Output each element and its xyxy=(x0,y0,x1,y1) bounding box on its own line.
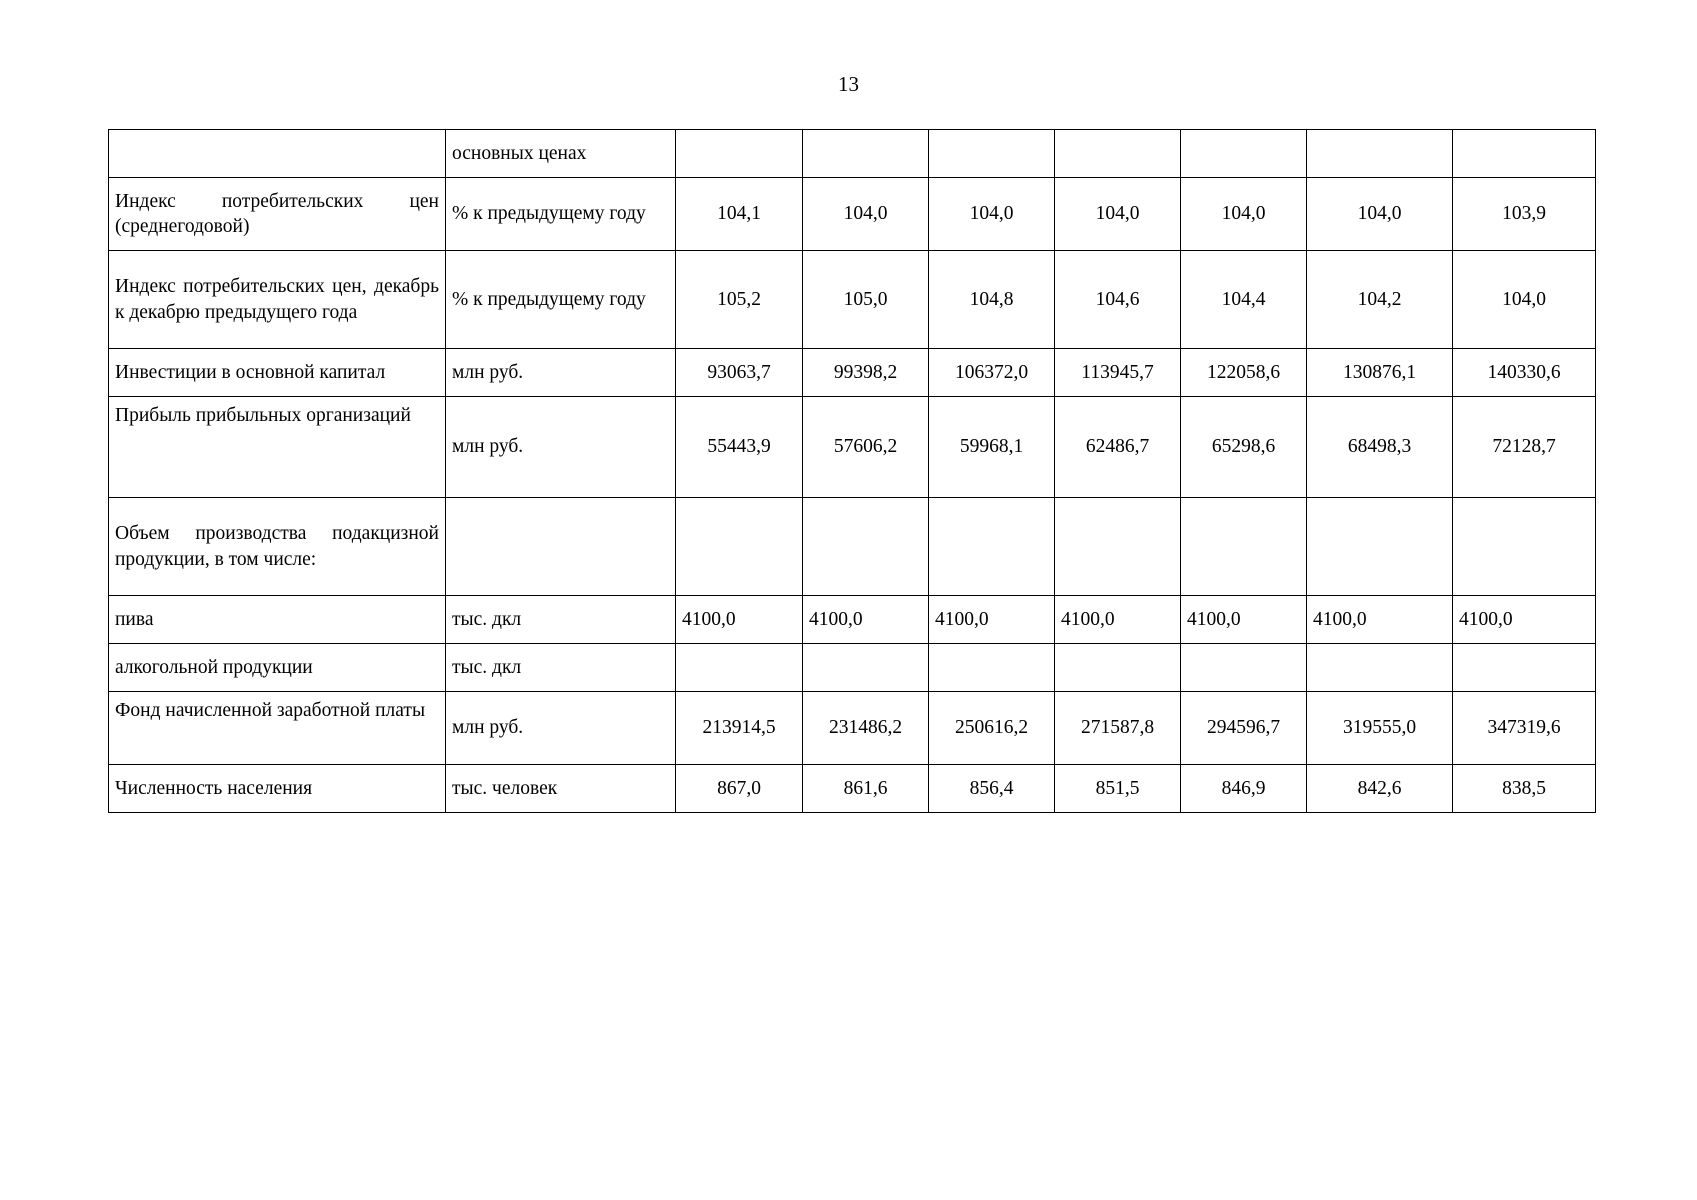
table-row xyxy=(109,692,1596,765)
value-cell xyxy=(676,498,803,596)
value-cell: 231486,2 xyxy=(803,692,929,765)
indicator-name xyxy=(109,130,446,178)
value-cell: 867,0 xyxy=(676,765,803,813)
value-cell: 106372,0 xyxy=(929,349,1055,397)
value-cell: 104,4 xyxy=(1181,251,1307,349)
value-cell: 104,0 xyxy=(1181,178,1307,251)
indicator-unit: млн руб. xyxy=(446,397,676,498)
indicator-name: Инвестиции в основной капитал xyxy=(109,349,446,397)
indicator-name: пива xyxy=(109,596,446,644)
value-cell: 93063,7 xyxy=(676,349,803,397)
value-cell xyxy=(1055,130,1181,178)
value-cell xyxy=(929,130,1055,178)
value-cell: 4100,0 xyxy=(1307,596,1453,644)
value-cell: 856,4 xyxy=(929,765,1055,813)
value-cell: 72128,7 xyxy=(1453,397,1596,498)
value-cell: 851,5 xyxy=(1055,765,1181,813)
value-cell xyxy=(1453,130,1596,178)
indicator-name: Индекс потребительских цен, декабрь к декабрю предыдущего года xyxy=(109,251,446,349)
value-cell: 113945,7 xyxy=(1055,349,1181,397)
forecast-table xyxy=(108,129,1596,813)
value-cell xyxy=(1055,644,1181,692)
value-cell: 104,0 xyxy=(803,178,929,251)
value-cell: 294596,7 xyxy=(1181,692,1307,765)
value-cell: 130876,1 xyxy=(1307,349,1453,397)
indicator-unit: % к предыдущему году xyxy=(446,251,676,349)
value-cell: 57606,2 xyxy=(803,397,929,498)
indicator-unit: основных ценах xyxy=(446,130,676,178)
value-cell: 104,6 xyxy=(1055,251,1181,349)
value-cell: 104,0 xyxy=(1055,178,1181,251)
value-cell xyxy=(1307,644,1453,692)
value-cell xyxy=(1307,498,1453,596)
value-cell: 104,2 xyxy=(1307,251,1453,349)
indicator-unit: тыс. дкл xyxy=(446,644,676,692)
value-cell: 4100,0 xyxy=(1055,596,1181,644)
value-cell: 140330,6 xyxy=(1453,349,1596,397)
indicator-name: Прибыль прибыльных организаций xyxy=(109,397,446,498)
table-row xyxy=(109,596,1596,644)
value-cell: 104,1 xyxy=(676,178,803,251)
value-cell: 62486,7 xyxy=(1055,397,1181,498)
value-cell xyxy=(676,130,803,178)
value-cell xyxy=(803,130,929,178)
value-cell: 213914,5 xyxy=(676,692,803,765)
value-cell: 4100,0 xyxy=(1453,596,1596,644)
value-cell: 104,8 xyxy=(929,251,1055,349)
indicator-unit: млн руб. xyxy=(446,349,676,397)
value-cell: 4100,0 xyxy=(803,596,929,644)
value-cell xyxy=(1181,130,1307,178)
value-cell xyxy=(803,498,929,596)
value-cell xyxy=(929,498,1055,596)
value-cell: 319555,0 xyxy=(1307,692,1453,765)
table-row xyxy=(109,251,1596,349)
indicator-unit: тыс. дкл xyxy=(446,596,676,644)
value-cell xyxy=(1181,498,1307,596)
value-cell: 103,9 xyxy=(1453,178,1596,251)
value-cell xyxy=(1181,644,1307,692)
value-cell xyxy=(929,644,1055,692)
table-row xyxy=(109,349,1596,397)
value-cell: 4100,0 xyxy=(1181,596,1307,644)
page-number: 13 xyxy=(838,72,859,96)
value-cell: 104,0 xyxy=(929,178,1055,251)
value-cell: 4100,0 xyxy=(929,596,1055,644)
value-cell: 105,2 xyxy=(676,251,803,349)
value-cell: 347319,6 xyxy=(1453,692,1596,765)
value-cell: 4100,0 xyxy=(676,596,803,644)
value-cell: 68498,3 xyxy=(1307,397,1453,498)
value-cell: 271587,8 xyxy=(1055,692,1181,765)
indicator-unit: тыс. человек xyxy=(446,765,676,813)
value-cell: 104,0 xyxy=(1307,178,1453,251)
indicator-name: Численность населения xyxy=(109,765,446,813)
indicator-unit: % к предыдущему году xyxy=(446,178,676,251)
table-row xyxy=(109,178,1596,251)
indicator-name: Фонд начисленной заработной платы xyxy=(109,692,446,765)
value-cell: 846,9 xyxy=(1181,765,1307,813)
value-cell: 842,6 xyxy=(1307,765,1453,813)
value-cell xyxy=(676,644,803,692)
value-cell xyxy=(1453,498,1596,596)
value-cell: 122058,6 xyxy=(1181,349,1307,397)
value-cell: 55443,9 xyxy=(676,397,803,498)
value-cell: 838,5 xyxy=(1453,765,1596,813)
indicator-name: Индекс потребительских цен (среднегодовой) xyxy=(109,178,446,251)
value-cell xyxy=(1453,644,1596,692)
value-cell xyxy=(1055,498,1181,596)
table-row xyxy=(109,644,1596,692)
value-cell xyxy=(1307,130,1453,178)
value-cell xyxy=(803,644,929,692)
value-cell: 861,6 xyxy=(803,765,929,813)
indicator-unit: млн руб. xyxy=(446,692,676,765)
value-cell: 59968,1 xyxy=(929,397,1055,498)
table-row xyxy=(109,130,1596,178)
value-cell: 65298,6 xyxy=(1181,397,1307,498)
table-row xyxy=(109,397,1596,498)
indicator-name: алкогольной продукции xyxy=(109,644,446,692)
value-cell: 99398,2 xyxy=(803,349,929,397)
indicator-name: Объем производства подакцизной продукции, в том числе: xyxy=(109,498,446,596)
indicator-unit xyxy=(446,498,676,596)
value-cell: 250616,2 xyxy=(929,692,1055,765)
table-row xyxy=(109,765,1596,813)
value-cell: 105,0 xyxy=(803,251,929,349)
value-cell: 104,0 xyxy=(1453,251,1596,349)
table-row xyxy=(109,498,1596,596)
